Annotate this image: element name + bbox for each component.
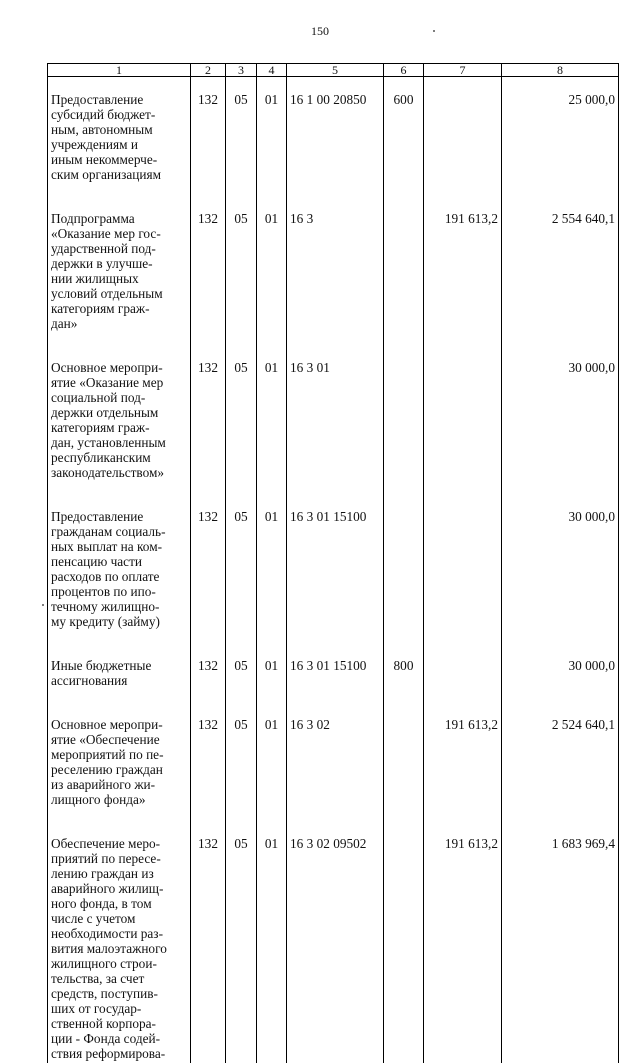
row-name: Подпрограмма «Оказание мер гос- ударственной под- держки в улучше- нии жилищных условий отдельным категориям граж- дан» [51,211,163,331]
csr-cell [287,702,384,821]
pr-cell [257,643,287,702]
pr-cell [257,494,287,643]
table-row [48,702,619,821]
csr-code: 16 3 [290,211,314,226]
col7-cell [424,494,502,643]
grbs-cell [191,702,226,821]
row-name-cell [48,196,191,345]
row-name-cell [48,77,191,197]
pr-code: 01 [264,92,279,107]
col7-cell [424,77,502,197]
vr-code: 800 [393,658,414,673]
vr-code [387,821,420,836]
csr-cell [287,345,384,494]
grbs-code: 132 [198,92,218,107]
csr-code: 16 3 01 15100 [290,509,367,524]
col8-cell [502,494,619,643]
col8-cell [502,821,619,1063]
column-header: 7 [424,64,502,77]
rz-cell [226,643,257,702]
scan-speck [42,604,44,606]
rz-code: 05 [234,509,248,524]
rz-code: 05 [234,658,248,673]
row-name: Предоставление субсидий бюджет- ным, автономным учреждениям и иным некоммерче- ским организациям [51,92,162,182]
vr-cell [384,345,424,494]
col8-cell [502,77,619,197]
column-header: 3 [226,64,257,77]
col8-cell [502,196,619,345]
col8-cell [502,643,619,702]
budget-table [47,63,619,1063]
grbs-code: 132 [198,509,218,524]
grbs-code: 132 [198,836,218,851]
col8-cell [502,702,619,821]
amount-col8: 1 683 969,4 [551,836,615,851]
csr-cell [287,77,384,197]
pr-code: 01 [264,211,279,226]
column-header: 4 [257,64,287,77]
csr-code: 16 3 01 15100 [290,658,367,673]
grbs-cell [191,494,226,643]
page-number: 150 [311,24,329,38]
column-header: 6 [384,64,424,77]
vr-code [387,196,420,211]
table-row [48,821,619,1063]
pr-code: 01 [264,717,279,732]
col7-cell [424,643,502,702]
rz-code: 05 [234,211,248,226]
amount-col7 [427,77,498,92]
col7-cell [424,345,502,494]
amount-col8: 30 000,0 [568,360,615,375]
csr-cell [287,494,384,643]
vr-cell [384,702,424,821]
row-name-cell [48,345,191,494]
col7-cell [424,821,502,1063]
vr-cell [384,77,424,197]
row-name-cell [48,821,191,1063]
table-row [48,77,619,197]
grbs-code: 132 [198,658,218,673]
vr-cell [384,643,424,702]
pr-cell [257,821,287,1063]
rz-cell [226,77,257,197]
column-header: 5 [287,64,384,77]
vr-code [387,494,420,509]
rz-cell [226,821,257,1063]
grbs-cell [191,821,226,1063]
row-name: Иные бюджетные ассигнования [51,658,152,688]
grbs-cell [191,77,226,197]
amount-col7 [427,643,498,658]
amount-col8: 30 000,0 [568,509,615,524]
amount-col7 [427,345,498,360]
rz-cell [226,345,257,494]
table-header-row [48,64,619,77]
csr-code: 16 3 02 [290,717,330,732]
grbs-cell [191,643,226,702]
col8-cell [502,345,619,494]
row-name: Основное меропри- ятие «Обеспечение мероприятий по пе- реселению граждан из аварийного жи- лищного фонда» [51,717,164,807]
rz-code: 05 [234,92,248,107]
grbs-cell [191,345,226,494]
pr-cell [257,702,287,821]
row-name: Обеспечение меро- приятий по пересе- лению граждан из аварийного жилищ- ного фонда, в том числе с учетом необходимости раз- вития малоэтажного жилищного строи- тельства, за счет средств, поступив- ших от государ- ственной корпора- ции - Фонда содей- ствия реформирова- [51,836,167,1061]
col7-cell [424,196,502,345]
amount-col8: 25 000,0 [568,92,615,107]
pr-cell [257,196,287,345]
amount-col7: 191 613,2 [444,836,498,851]
grbs-code: 132 [198,717,218,732]
csr-code: 16 3 01 [290,360,330,375]
row-name-cell [48,643,191,702]
grbs-code: 132 [198,360,218,375]
table-row [48,643,619,702]
amount-col8: 2 554 640,1 [551,211,615,226]
column-header: 1 [48,64,191,77]
amount-col7: 191 613,2 [444,717,498,732]
column-header: 8 [502,64,619,77]
table-row [48,345,619,494]
csr-cell [287,821,384,1063]
amount-col7 [427,494,498,509]
grbs-code: 132 [198,211,218,226]
pr-code: 01 [264,836,279,851]
pr-code: 01 [264,509,279,524]
grbs-cell [191,196,226,345]
vr-code [387,345,420,360]
csr-code: 16 1 00 20850 [290,92,367,107]
row-name: Предоставление гражданам социаль- ных выплат на ком- пенсацию части расходов по оплате процентов по ипо- течному жилищно- му кредиту (займу) [51,509,166,629]
amount-col7: 191 613,2 [444,211,498,226]
pr-cell [257,77,287,197]
row-name-cell [48,702,191,821]
row-name: Основное меропри- ятие «Оказание мер социальной под- держки отдельным категориям граж- дан, установленным республиканским законодательством» [51,360,166,480]
row-name-cell [48,494,191,643]
rz-code: 05 [234,836,248,851]
vr-cell [384,196,424,345]
vr-cell [384,494,424,643]
vr-code [387,702,420,717]
vr-cell [384,821,424,1063]
amount-col8: 2 524 640,1 [551,717,615,732]
column-header: 2 [191,64,226,77]
rz-code: 05 [234,717,248,732]
table-row [48,494,619,643]
pr-cell [257,345,287,494]
rz-cell [226,702,257,821]
rz-cell [226,196,257,345]
amount-col8: 30 000,0 [568,658,615,673]
csr-code: 16 3 02 09502 [290,836,367,851]
csr-cell [287,643,384,702]
pr-code: 01 [264,658,279,673]
csr-cell [287,196,384,345]
scan-speck [433,30,435,32]
rz-code: 05 [234,360,248,375]
col7-cell [424,702,502,821]
vr-code: 600 [393,92,414,107]
rz-cell [226,494,257,643]
table-row [48,196,619,345]
pr-code: 01 [264,360,279,375]
